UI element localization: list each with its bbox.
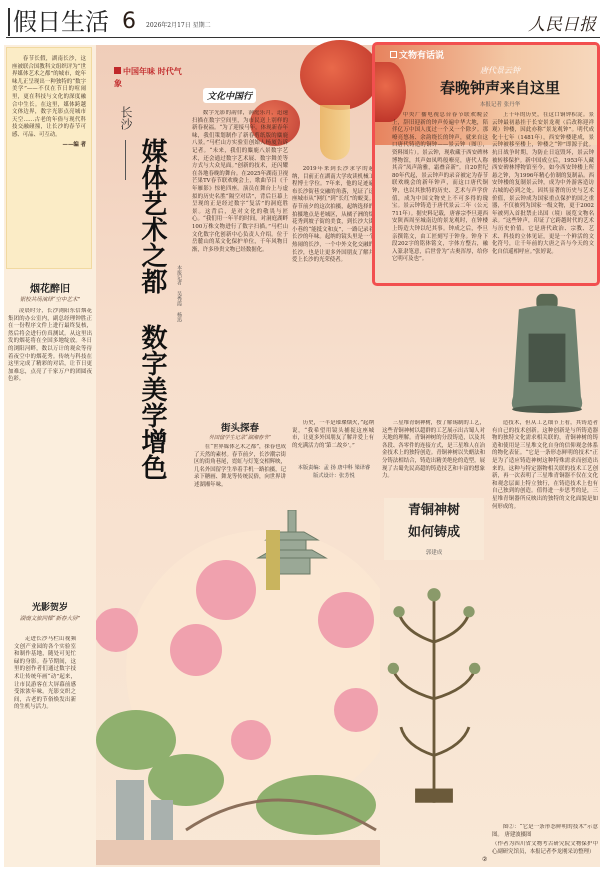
relic-column-tag: 文物有话说: [390, 48, 444, 61]
section-body: 走进长沙马栏山视频文创产业园的各个实验室和制作基地，随处可见忙碌的身影。春节期间，这里的创作者们通过数字技术让传统年画“动”起来，让市民游客在大屏幕前感受浓浓年味。光影交织之间，古老的节俗焕发出新的生机与活力。: [14, 636, 76, 711]
relic-byline: 本报记者 张丹华: [479, 102, 521, 108]
bronze-tree-headline: 青铜神树 如何铸成: [407, 503, 460, 540]
city-name: 长沙: [119, 106, 133, 130]
feature-byline: 本报记者 吴秀霞 杨迅: [176, 265, 182, 322]
lantern-decoration: [300, 40, 380, 110]
jingyun-bell-image: [498, 290, 596, 416]
feature-body: 数字光影的韵律，洞庭乐月，迅速扫描在数字空间里，为市民送上别样的新春祝福。“为了迎接马年，体现新春年味，我们策划制作了新春剪纸版的麋鹿八景。”马栏山方实验室创始人杨厦告诉记者。“未来，我们的麋鹿八景数字艺术，还会通过数字艺术展、数字舞美等方式与大众见面。”创新的技术，还闪耀在各地春晚的舞台。在2025年湖南卫视芒果TV春节联欢晚会上，歌曲节目《千年雁影》惊艳四座。演员在舞台上与虚拟的历史名胜“隔空对话”，背后巨幕上呈现的正是经过数字“复活”的洞庭胜景。这背后，是对文化的敬畏与匠心。“我们用一年半的时间，对洞庭湖畔100万株文物进行了数字扫描。”马栏山文化数字化创新中心负责人介绍。位于岳麓山的某文化保护单位，千年风物日渐，许多珍贵文物已经数据化。: [192, 110, 288, 253]
festival-illustration: [96, 510, 380, 865]
relic-body: 造技术，但从工艺细节上看，其铸造者有自己的技术创新。这种创新是与所铸造器物的独特文化需求相关联的，青铜神树的铸造和使用是三星堆文化自身的信仰观念体系的物化表征。“它是一条形态鲜明的技术”正是为了适应铸造神树这种特殊需求而创造出来的。这种与特定器物相关联的技术工艺创新，再一次表明了三星堆青铜器不仅在文化和观念层面上特立独行，在铸造技术上也有自己独到的创造。值得进一步思考的是，三星堆青铜器所反映出的独特的文化面貌是如何形成的。: [492, 420, 598, 510]
subhead-byline: 郭建成: [425, 550, 443, 556]
section-body: 凌晨时分，长沙浏阳东信烟花集团的办公室内，副总经理钟胜正在一份程序文件上进行最终复核，然后将会进行仿真测试。从这里出发的烟花将在全国多地绽放。冬日的浏阳河畔，数以万计的观众等待着夜空中的烟花秀。传统与科技在这里完成了精彩的对话，让节日更加难忘，点亮了千家万户的团圆夜色彩。: [8, 308, 92, 383]
section-body: 在“世界媒体艺术之都”，探春也成了天然的素材。春节前夕，长沙潮宗街区的街角巷尾，霓虹与灯笼交相辉映，几名外国留学生举着手机一路拍摄，记录下糖画、舞龙等传统民俗，向世界讲述湖湘年味。: [194, 444, 286, 488]
author-note: （作者为四川省文物考古研究院文物保护中心副研究馆员，本报记者李龙刚采访整理）: [492, 841, 598, 855]
header-rule: [6, 37, 600, 38]
page-number: 6: [122, 9, 136, 34]
city-rule: [125, 140, 126, 180]
river: [96, 840, 380, 865]
relic-body: 中央广播电视总台春节联欢晚会上，辞旧迎新的钟声传遍中华大地，陪伴亿万中国人度过一个又一个除夕。那嘹亮悠扬、余韵绕长的钟声，就来自这口唐代铸造的铜钟——景云钟（图①，资料图片）。景云钟，现收藏于西安碑林博物馆，其声如凤鸣般嘹亮，唐代人称其音“凤声韵雅，霜叠音新”。自20世纪80年代起，景云钟声的录音被定为春节联欢晚会的新年钟声，而这口唐代铜钟，也以其独特的历史、艺术与声学价值，成为中国文物史上不可多得的瑰宝。景云钟铸造于唐代景云二年（公元711年）。据史料记载，唐睿宗李旦迎西安陕西周至城南边的景龙观时，在钟楼上铸造大钟以纪其事。钟成之后，李旦亲撰铭文，由工匠刻写于钟身。钟身下段202字的铭体铭文，字体方整古，融入篆隶笔意，后世誉为“古奥浑厚，给你它明可及也”。: [392, 112, 488, 263]
column-tag-icon: [114, 67, 121, 74]
section-subtitle: 湖南文旅同樑“新春大屏”: [19, 616, 81, 622]
section-subtitle: 银校共场演绎“空中艺术”: [19, 297, 81, 303]
relic-kicker: 唐代景云钟: [480, 66, 520, 75]
relic-body: 上千年的历史，在这口铜钟积淀。景云钟最初悬挂于长安景龙观（后改称迎祥观）钟楼，因此亦称“景龙观钟”。明代成化十七年（1481年），西安钟楼建成，景云钟被移至楼上，钟楼之“钟”即源于此。抗日战争时期，为防止日寇毁坏，景云钟被转移保护。新中国成立后，1953年人藏西安碑林博物馆至今。如今西安钟楼上所悬之钟，为1996年精心仿制的复制品。西安钟楼的复制景云钟，成为中外游客造访古城的必到之处。因其显著的历史与艺术价值，景云钟成为国家重点保护的国之重器，不仅被列为国家一级文物，更于2002年被列入首批禁止出国（境）展览文物名录。“这些钟声，印证了它跨越时代的艺术与历史价值。它是唐代政治、宗教、艺术、科技的立体见证，更是一个鲜活的文化符号，让千年前的大唐之音与今天的文化自信遥相呼应。”张婷说。: [492, 112, 594, 255]
page-credits: 本版责编：孟 扬 唐中科 梁译睿 版式设计：张芳悦: [297, 465, 371, 479]
section-subtitle: 外国留学生记录“湖湘春节”: [208, 435, 272, 441]
section-heading: 光影贺岁: [31, 603, 68, 613]
section-heading: 烟花醉旧: [30, 284, 70, 295]
intro-text: 春节长假，湖南长沙，这座被联合国教科文组织评为“世界媒体艺术之都”的城市，蛇年味儿正呈现出一种独特的“数字美学”——不仅在节日的喧闹里，更在科技与文化的深度融合中生长。在这里，媒体跨越文体边界，数字光影点亮城市天空……古老的年俗与现代科技交融碰撞，让长沙的春节可感、可品、可互动。: [12, 56, 86, 138]
figure-caption: 图②：“它是一条形态鲜明的技术”示意图。 唐建波摄图: [492, 824, 598, 838]
relic-headline: 春晚钟声来自这里: [439, 79, 560, 97]
newspaper-logo: 人民日报: [528, 15, 596, 35]
feature-body: 2019年来到长沙求学的起纳，目前正在湖南大学攻读机械工程博士学位。7年来，他的足迹遍布长沙街巷交融的角落，见证了这座城市从“网红”到“长红”的蜕变。春节前夕的这次拍摄，起纳选择的拍摄地点是老城区，从橘子洲的烟花秀到坡子街的美食，到长沙大街小巷的“能抵文和友”，一路记录着长沙的年味。起纳的镜头里是一个热闹的长沙，一个中外文化交融的长沙，也是让更多外国朋友了解并爱上长沙的光荣使者。: [292, 166, 374, 264]
section-heading: 街头探春: [220, 423, 259, 434]
feature-headline: 媒体艺术之都 数字美学增色: [137, 138, 167, 480]
intro-signoff: ——编 者: [62, 141, 86, 148]
column-logo: 文化中国行: [203, 88, 256, 103]
issue-date: 2026年2月17日 星期二: [146, 22, 211, 29]
bronze-tree-image: [382, 566, 486, 822]
column-tag: 中国年味 时代气象: [114, 67, 182, 88]
feature-body-end: 历史，一半是璀璨烟火，”起纳说，“我希望用镜头捕捉这座城市，让更多外国朋友了解并爱上有的充满活力的‘第二故乡’。”: [292, 420, 374, 449]
highlight-frame: [372, 42, 600, 286]
relic-body: 三星堆青铜神树，按了解锡制的工艺，这些青铜神树以超群的工艺展示出古蜀人对天地的理解。青铜神树的分段铸造，以及其各段、各零件的连接方式，是三星堆人在冶金技术上的独特创造。青铜神树以失蜡法和分铸法相结合，铸造出精美绝伦的造型，展现了古蜀先民高超的铸造技艺和丰富的想象力。: [382, 420, 485, 480]
figure-label: ②: [482, 856, 488, 863]
intro-box: [6, 47, 92, 269]
section-title: 假日生活: [8, 8, 109, 36]
lantern-tassel: [320, 105, 350, 160]
